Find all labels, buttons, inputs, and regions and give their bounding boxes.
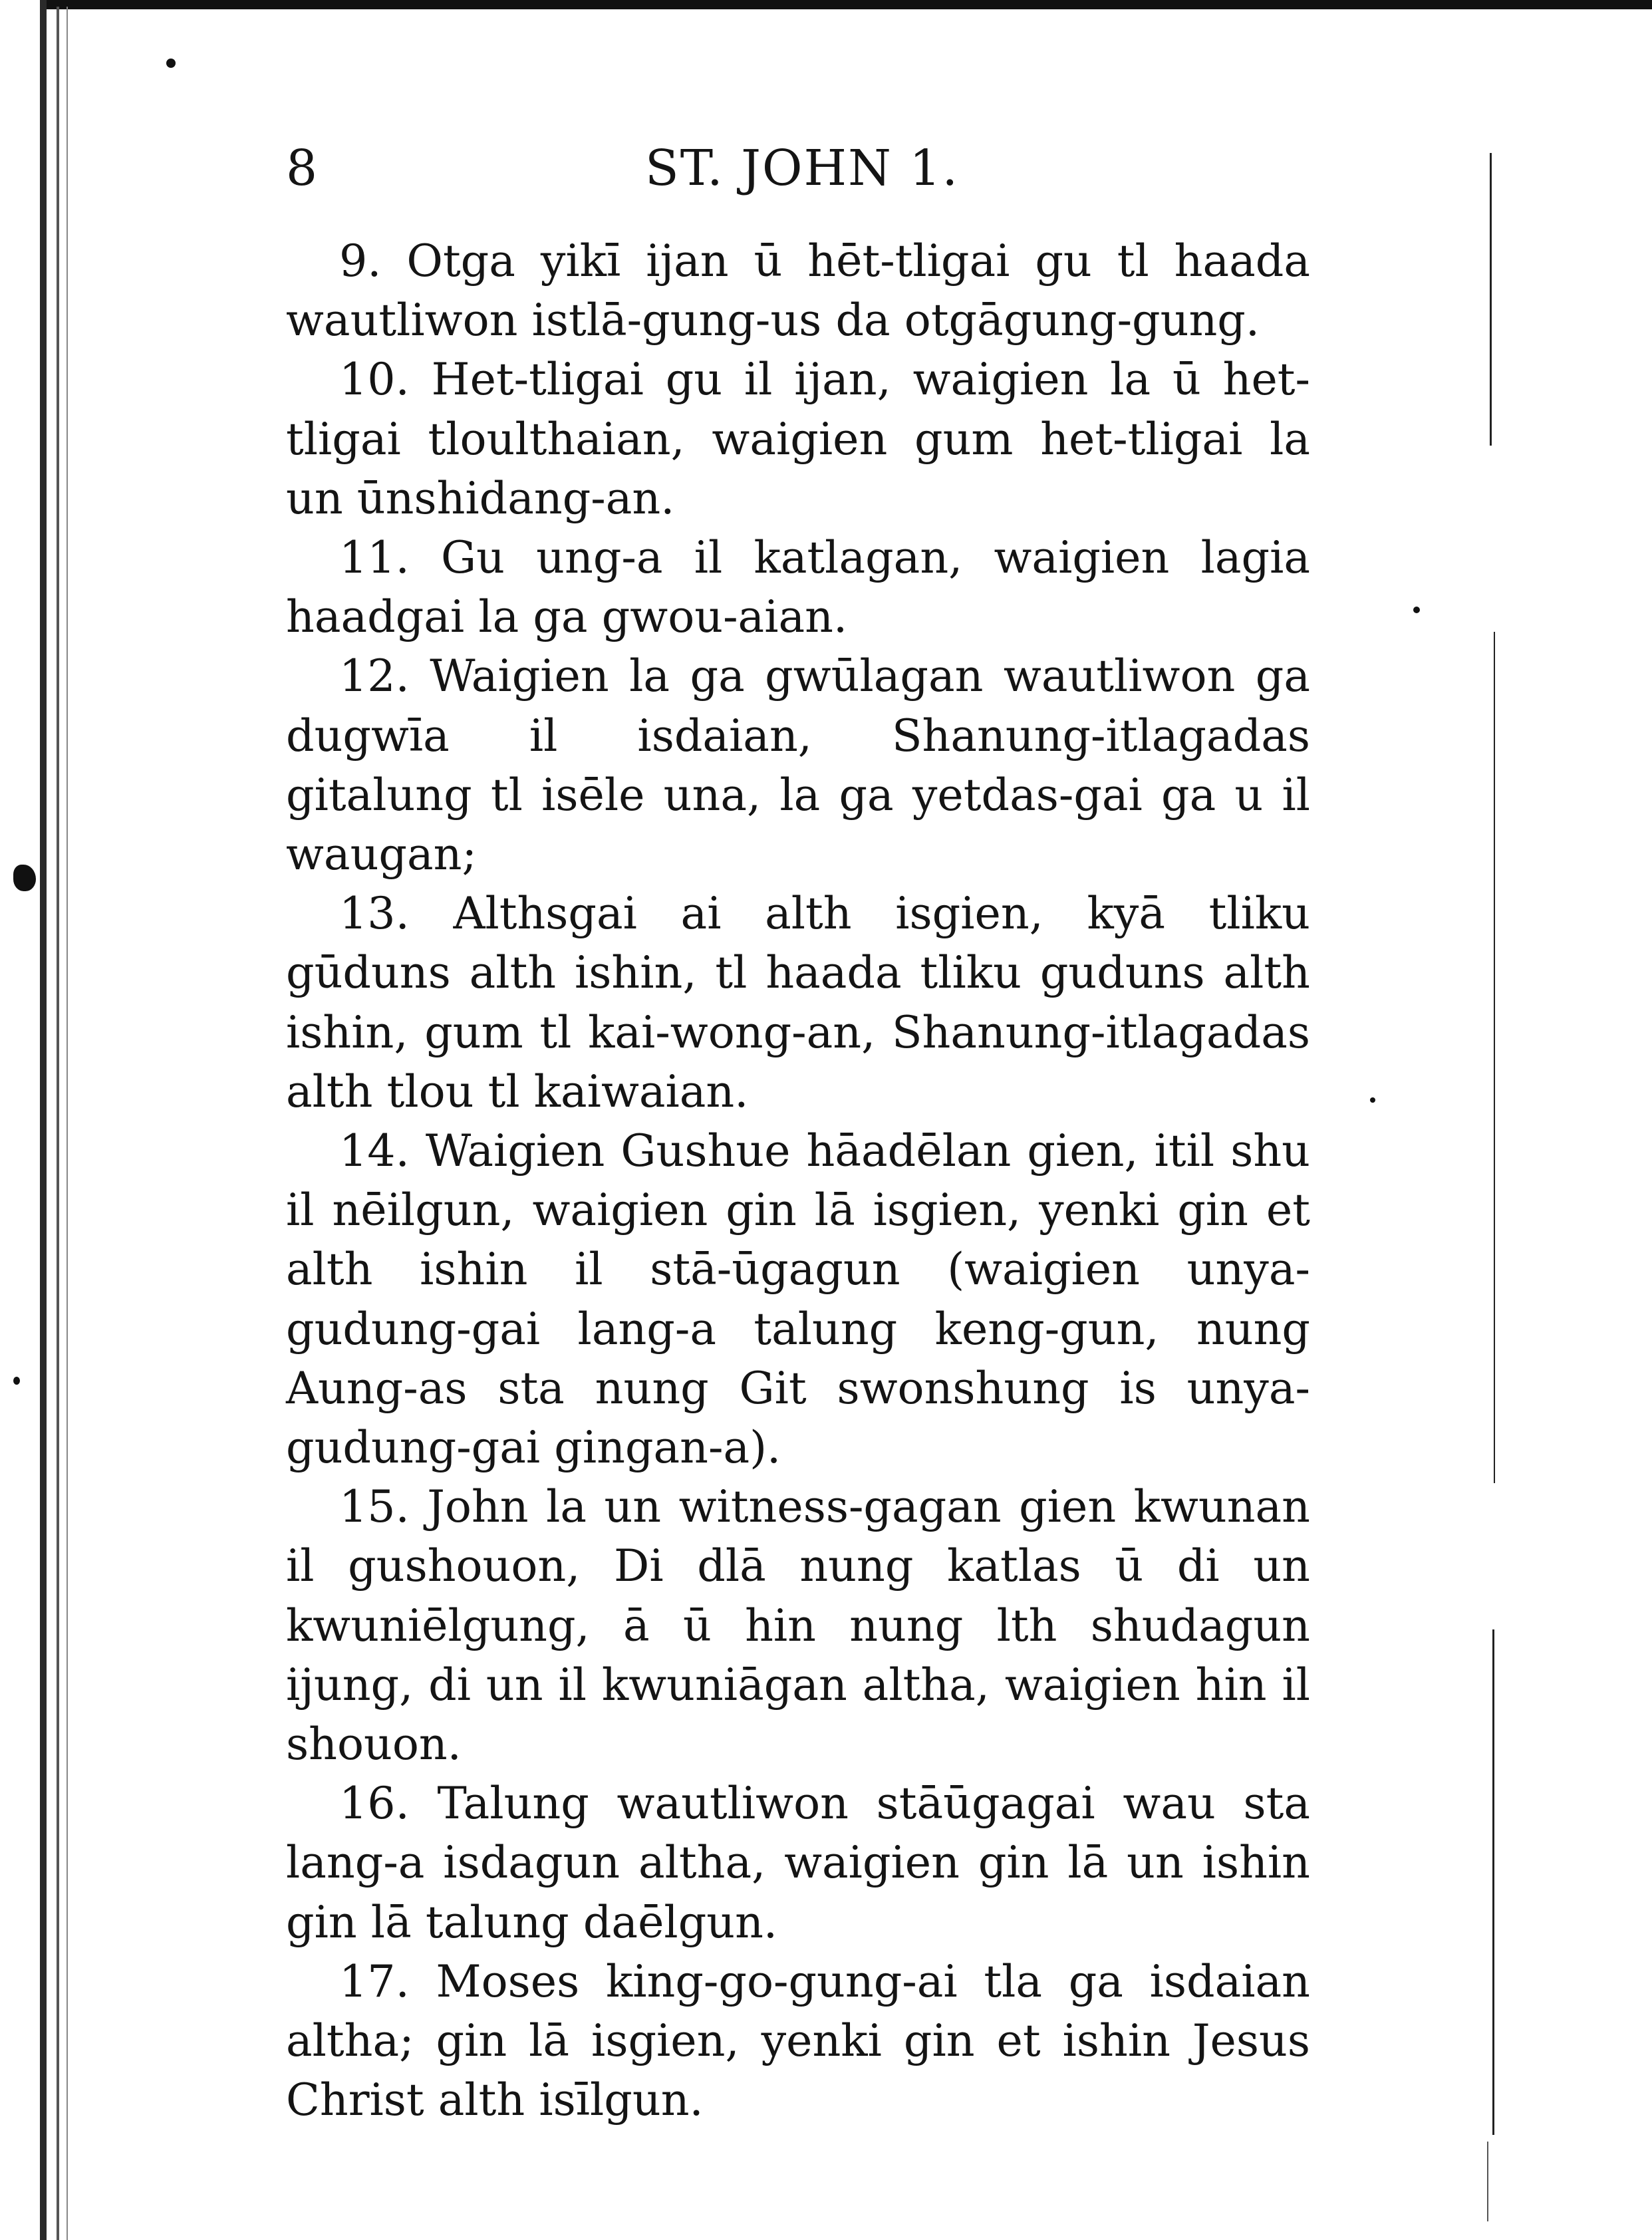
verse-number: 17. (339, 1955, 410, 2007)
verse-11 (286, 528, 1310, 646)
verse-text: Talung wautliwon stāūgagai wau sta lang-a isdagun altha, waigien gin lā un ishin gin lā talung daēlgun. (286, 1777, 1311, 1948)
page-edge-right (1487, 2142, 1488, 2221)
scan-speck (166, 59, 176, 68)
verse-10 (286, 350, 1310, 528)
scan-speck (13, 865, 36, 891)
page-header (286, 126, 1310, 200)
page-edge-line (67, 7, 68, 2240)
running-head: ST. JOHN 1. (645, 140, 959, 197)
scan-border-left (40, 0, 47, 2240)
verse-12 (286, 646, 1310, 884)
verse-15 (286, 1477, 1310, 1774)
page-number: 8 (286, 140, 319, 197)
verse-text: Otga yikī ijan ū hēt-tligai gu tl haada wautliwon istlā-gung-us da otgāgung-gung. (286, 235, 1311, 347)
verse-13 (286, 884, 1310, 1121)
scan-speck (1413, 607, 1420, 613)
page-edge-right (1494, 632, 1495, 1483)
verse-9 (286, 231, 1310, 350)
verse-number: 10. (339, 353, 410, 406)
verse-text: Moses king-go-gung-ai tla ga isdaian altha; gin lā isgien, yenki gin et ishin Jesus Christ alth isīlgun. (286, 1955, 1311, 2126)
page-edge-right (1492, 1629, 1494, 2135)
verse-number: 15. (339, 1480, 410, 1533)
verse-16 (286, 1774, 1310, 1952)
verse-14 (286, 1121, 1310, 1477)
page-edge-right (1490, 153, 1492, 446)
verse-number: 16. (339, 1777, 410, 1830)
verse-text: Gu ung-a il katlagan, waigien lagia haadgai la ga gwou-aian. (286, 531, 1310, 643)
page-edge-line (57, 7, 59, 2240)
verse-text: Waigien Gushue hāadēlan gien, itil shu il nēilgun, waigien gin lā isgien, yenki gin et alth ishin il stā-ūgagun (waigien unya-gudung-gai lang-a talung keng-gun, nung Aung-as sta nung Git swonshung is unya-gudung-gai gingan-a). (286, 1125, 1310, 1474)
verse-number: 13. (339, 887, 410, 940)
scan-border-top (40, 0, 1652, 9)
verse-text: Het-tligai gu il ijan, waigien la ū het-tligai tloulthaian, waigien gum het-tligai la un ūnshidang-an. (286, 353, 1311, 524)
scan-speck (1370, 1097, 1375, 1103)
verse-17 (286, 1952, 1310, 2130)
verse-number: 12. (339, 650, 410, 702)
verse-number: 14. (339, 1125, 410, 1177)
verse-text: Althsgai ai alth isgien, kyā tliku gūduns alth ishin, tl haada tliku guduns alth ishin, gum tl kai-wong-an, Shanung-itlagadas alth tlou tl kaiwaian. (286, 887, 1311, 1117)
verse-list (286, 231, 1310, 2130)
verse-text: Waigien la ga gwūlagan wautliwon ga dugwīa il isdaian, Shanung-itlagadas gitalung tl isēle una, la ga yetdas-gai ga u il waugan; (286, 650, 1310, 881)
verse-number: 11. (339, 531, 410, 584)
scan-speck (13, 1377, 20, 1385)
book-page (286, 126, 1310, 2130)
verse-number: 9. (339, 235, 382, 287)
verse-text: John la un witness-gagan gien kwunan il gushouon, Di dlā nung katlas ū di un kwuniēlgung, ā ū hin nung lth shudagun ijung, di un il kwuniāgan altha, waigien hin il shouon. (286, 1480, 1310, 1770)
